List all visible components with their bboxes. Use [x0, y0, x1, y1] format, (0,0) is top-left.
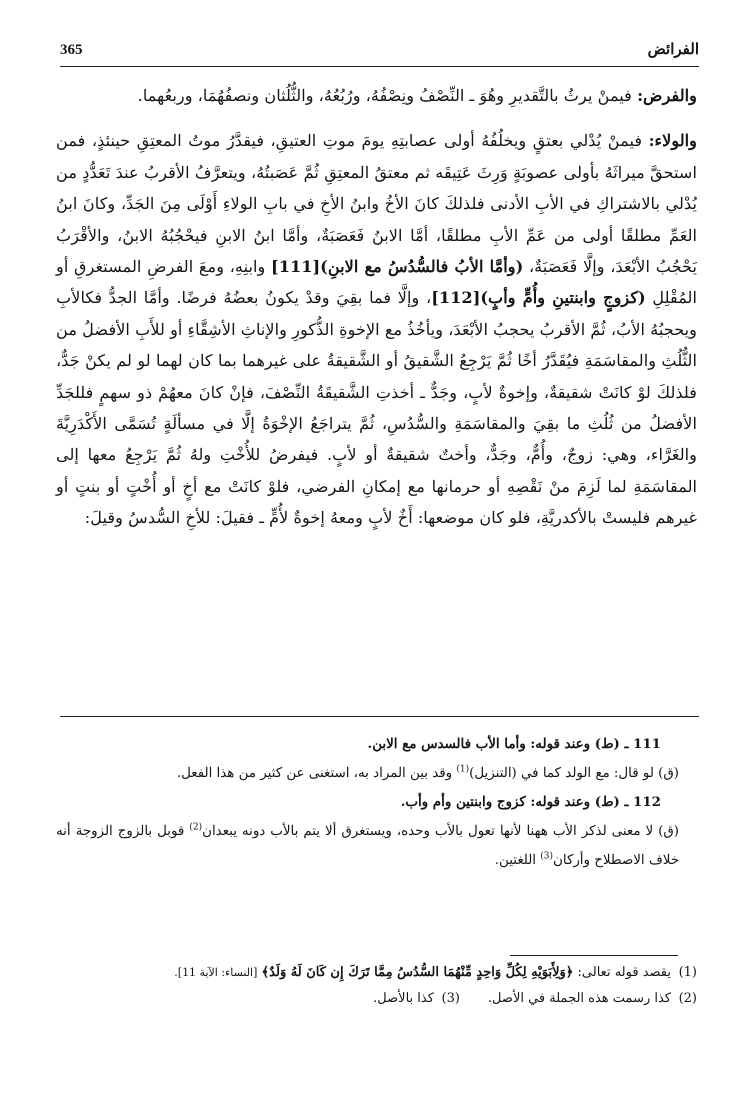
commentary-111-label: 111 ـ (ط) وعند قوله: وأما الأب فالسدس مع الابن.	[367, 736, 661, 752]
footnote-divider	[510, 955, 678, 956]
footnotes-2-3	[60, 986, 697, 1012]
fard-term: والفرض:	[637, 86, 697, 105]
note-ref-111: [111]	[271, 257, 321, 277]
wala-paragraph	[56, 125, 697, 533]
footnote-2	[488, 986, 697, 1012]
footnote-3-number: (3)	[441, 991, 460, 1006]
footnote-ref-3: (3)	[540, 851, 554, 862]
footnote-3	[373, 986, 460, 1012]
footnote-2-text: كذا رسمت هذه الجملة في الأصل.	[487, 991, 671, 1006]
wala-quote-2: (كزوجٍ وابنتينِ وأُمٍّ وأبٍ)	[480, 288, 646, 308]
footnote-3-text: كذا بالأصل.	[373, 991, 434, 1006]
wala-quote-1: (وأمَّا الأبُ فالسُّدُسُ مع الابنِ)	[320, 257, 524, 277]
commentary-112-text	[56, 817, 693, 875]
footnote-ref-2: (2)	[189, 822, 203, 833]
wala-term: والولاء:	[648, 131, 697, 151]
commentary-112-text-b: قوبل بالزوج الزوجة أنه خلاف الاصطلاح وأركان	[56, 824, 679, 868]
commentary-111-text-a: (ق) لو قال: مع الولد كما في (التنزيل)	[469, 766, 679, 781]
commentary-section	[56, 730, 693, 875]
commentary-112-text-c: اللغتين.	[494, 853, 541, 868]
running-head: الفرائض	[647, 40, 699, 58]
commentary-112-text-a: (ق) لا معنى لذكر الأب ههنا لأنها تعول بالأب وحده، ويستغرق ألا يتم بالأب دونه يبعدان	[202, 824, 679, 839]
commentary-111-text-b: وقد بين المراد به، استغنى عن كثير من هذا الفعل.	[176, 766, 457, 781]
footnote-1-text	[60, 960, 671, 986]
footnote-1-source: [النساء: الآية 11].	[174, 966, 258, 979]
footnote-ref-1: (1)	[456, 764, 470, 775]
footnote-1-intro: يقصد قوله تعالى:	[577, 965, 671, 980]
wala-text-3: ، وإلَّا فما بقِيَ وقدْ يكونُ بعضُهُ فرضًا. وأمَّا الجدُّ فكالأبِ ويحجبُهُ الأبُ، ثُمَّ الأقربُ يحجبُ الأبْعَدَ، ويأخُذُ مع الإخوةِ الذُّكورِ والإناثِ الأشِقَّاءِ أو للأَبِ الأفضلُ من الثُّلُثِ والمقاسَمَةِ فيُقَدَّرُ أخًا ثُمَّ يَرْجِعُ الشَّقيقُ أو الشَّقيقةُ على غيرهما بما كان لهما لو لم يكنْ جَدٌّ، فلذلكَ لوْ كانَتْ شقيقةٌ، وإخوةٌ لأبٍ، وجَدٌّ ـ أخذتِ الشَّقيقَةُ النِّصْفَ، فإنْ كانَ معهُمْ ذو سهمٍ فللجَدِّ الأفضلُ من ثُلُثِ ما بقِيَ والمقاسَمَةِ والسُّدُسِ، ثُمَّ يتراجَعُ الإخْوَةُ إلَّا في مسألَةٍ تُسَمَّى الأَكْدَرِيَّةَ والغَرَّاء، وهي: زوجٌ، وأُمٌّ، وجَدٌّ، وأختٌ شقيقةٌ أو لأبٍ. فيفرضُ للأُخْتِ ولهُ ثُمَّ يَرْجِعُ معها إلى المقاسَمَةِ لما لَزِمَ منْ نَقْصِهِ أو حرمانها مع إمكانِ الفرضي، فلوْ كانَتْ مع أخٍ أو أُخْتٍ أو بنتٍ أو غيرهم فليستْ بالأكدريَّةِ، فلو كان موضعها: أَخٌ لأبٍ ومعهُ إخوةٌ لأُمٍّ ـ فقيلَ: للأخِ السُّدسُ وقيلَ:	[56, 288, 697, 528]
footnote-1	[60, 960, 697, 986]
commentary-111-text	[56, 759, 693, 788]
footnote-2-number: (2)	[678, 991, 697, 1006]
footnote-1-number: (1)	[678, 965, 697, 980]
main-text	[56, 80, 697, 534]
wala-text-2: وابنِهِ، ومعَ الفرضِ المستغرقِ أو المُقْلِلِ	[56, 257, 697, 308]
commentary-112-label: 112 ـ (ط) وعند قوله: كزوج وابنتين وأم وأب.	[400, 794, 661, 810]
fard-paragraph	[56, 80, 697, 111]
wala-text-1: فيمنْ يُدْلي بعتقٍ ويخلُفُهُ أولى عصابتِهِ يومَ موتِ العتيقِ، فيقدَّرُ موتُ المعتِقِ حينئذٍ، فمن استحقَّ ميراثَهُ بأولى عصوبَةٍ وَرِثَ عَتِيقَه ثم معتقُ المعتِقِ ثُمَّ عَصَبتُهُ، ويتعرَّفُ الأقربُ عندَ تَعَدُّدٍ من يُدْلي بالاشتراكِ في الأبِ الأدنى فلذلكَ كانَ الأخُ وابنُ الأخِ في بابِ الولاءِ أَوْلَى مِنَ الجَدِّ، وكانَ ابنُ العَمِّ مطلقًا أولى من عَمِّ الأبِ مطلقًا، أمَّا الابنُ فَعَصَبَةٌ، وأمَّا ابنُ الابنِ فيحْجُبُهُ الابنُ، والأقْرَبُ يَحْجُبُ الأبْعَدَ، وإلَّا فَعَصَبَةٌ،	[56, 131, 698, 277]
commentary-divider	[60, 716, 699, 717]
footnotes	[60, 960, 697, 1012]
page-header	[60, 42, 699, 67]
note-ref-112: [112]	[431, 288, 481, 308]
footnote-1-verse: ﴿وَلِأَبَوَيْهِ لِكُلِّ وَاحِدٍ مِّنْهُمَا السُّدُسُ مِمَّا تَرَكَ إِن كَانَ لَهُ وَلَدٌ﴾	[261, 965, 574, 980]
page-number: 365	[60, 42, 83, 58]
fard-text: فيمنْ يرثُ بالتَّقديرِ وهُوَ ـ النِّصْفُ ونِصْفُهُ، ورُبُعُهُ، والثُّلُثان ونصفُهُمَا، وربعُهما.	[137, 86, 632, 105]
